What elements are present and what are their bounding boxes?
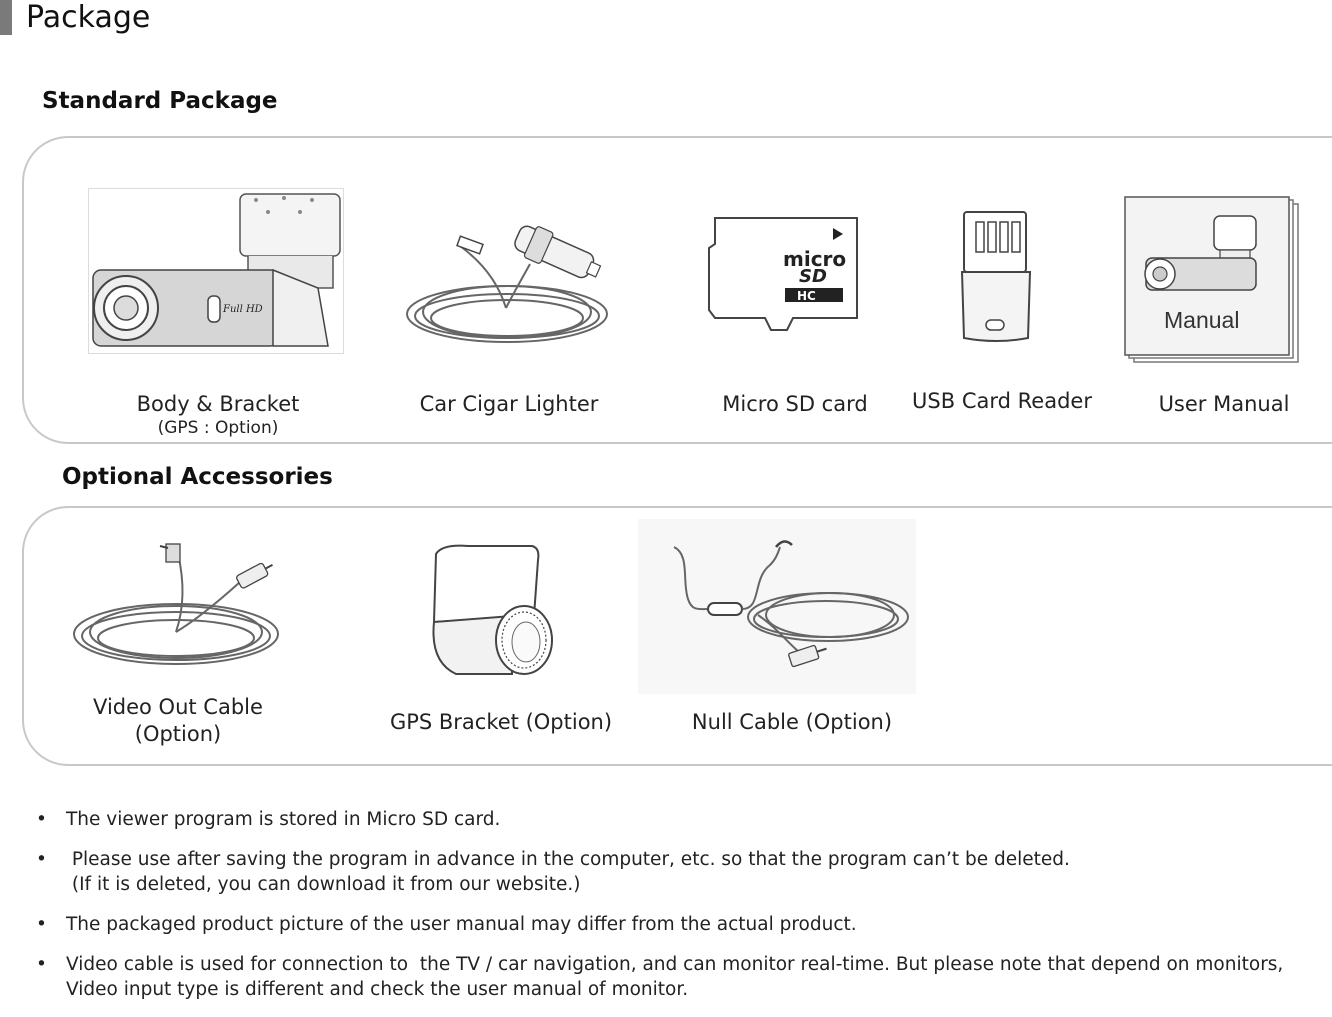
cigar-lighter-cable-icon [402,212,614,358]
body-bracket-label: Body & Bracket [136,392,300,416]
standard-package-heading: Standard Package [42,88,278,114]
video-out-cable-icon [70,538,282,674]
sd-print-micro: micro [783,247,847,271]
note-item [36,912,1332,937]
note-text: Video cable is used for connection to the TV / car navigation, and can monitor real-time. But please note that depend on monitors, [66,954,1284,975]
bullet: • [36,849,47,870]
micro-sd-label: Micro SD card [722,392,868,416]
gps-bracket-icon [428,542,560,680]
note-item [36,847,1332,897]
null-cable-label: Null Cable (Option) [691,710,893,734]
bullet: • [36,954,47,975]
sd-print-hc: HC [797,289,816,303]
bullet: • [36,809,47,830]
dashcam-print: Full HD [223,304,263,315]
note-item [36,807,1332,832]
body-bracket-sublabel: (GPS : Option) [157,418,279,438]
user-manual-label: User Manual [1158,392,1290,416]
gps-bracket-label: GPS Bracket (Option) [389,710,613,734]
note-text-continued: Video input type is different and check the user manual of monitor. [66,979,689,1000]
manual-cover-text: Manual [1164,307,1240,333]
user-manual-icon [1124,196,1304,366]
dashcam-body-icon [88,188,344,354]
note-text: The packaged product picture of the user manual may differ from the actual product. [66,914,857,935]
note-text: The viewer program is stored in Micro SD card. [66,809,501,830]
note-item [36,952,1332,1002]
note-text: Please use after saving the program in advance in the computer, etc. so that the program can’t be deleted. [66,849,1070,870]
usb-reader-label: USB Card Reader [912,389,1092,413]
note-text-continued: (If it is deleted, you can download it from our website.) [66,874,581,895]
optional-accessories-heading: Optional Accessories [62,464,333,490]
page-title: Package [26,0,151,35]
notes-list [36,807,1332,1017]
bullet: • [36,914,47,935]
usb-card-reader-icon [958,210,1034,346]
cigar-lighter-label: Car Cigar Lighter [419,392,599,416]
sd-print-sd: SD [799,266,827,287]
null-cable-icon [638,519,916,694]
video-out-cable-label-2: (Option) [134,722,222,746]
header-accent-bar [0,0,12,35]
video-out-cable-label-1: Video Out Cable [93,695,263,719]
micro-sd-card-icon [707,214,863,334]
